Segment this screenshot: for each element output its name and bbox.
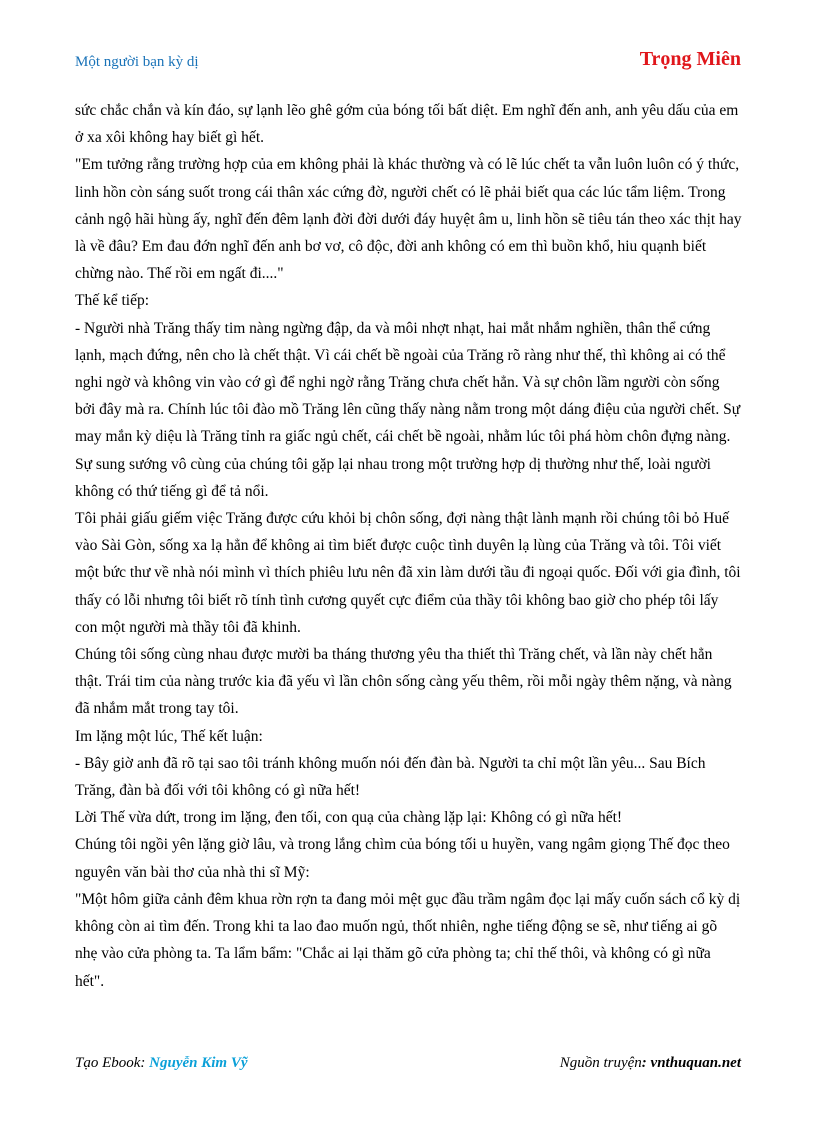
paragraph: sức chắc chắn và kín đáo, sự lạnh lẽo ghê gớm của bóng tối bất diệt. Em nghĩ đến anh, anh yêu dấu của em ở xa xôi không hay biết gì hết. — [75, 102, 739, 147]
paragraph: Chúng tôi ngồi yên lặng giờ lâu, và trong lắng chìm của bóng tối u huyền, vang ngâm giọng Thế đọc theo nguyên văn bài thơ của nhà thi sĩ Mỹ: — [75, 836, 730, 881]
paragraph: "Em tưởng rằng trường hợp của em không phải là khác thường và có lẽ lúc chết ta vẫn luôn luôn có ý thức, linh hồn còn sáng suốt trong cái thân xác cứng đờ, người chết có lẽ phải biết qua các lúc tẩm liệm. Trong cảnh ngộ hãi hùng ấy, nghĩ đến đêm lạnh đời đời dưới đáy huyệt âm u, linh hồn sẽ tiêu tán theo xác thịt hay là về đâu? Em đau đớn nghĩ đến anh bơ vơ, cô độc, đời anh không có em thì buồn khổ, hiu quạnh biết chừng nào. Thế rồi em ngất đi...." — [75, 156, 742, 283]
paragraph: Thế kể tiếp: — [75, 292, 150, 310]
paragraph: Tôi phải giấu giếm việc Trăng được cứu khỏi bị chôn sống, đợi nàng thật lành mạnh rồi chúng tôi bỏ Huế vào Sài Gòn, sống xa lạ hẳn để không ai tìm biết được cuộc tình duyên lạ lùng của Trăng và tôi. Tôi viết một bức thư về nhà nói mình vì thích phiêu lưu nên đã xin làm dưới tầu đi ngoại quốc. Đối với gia đình, tôi thấy có lỗi nhưng tôi biết rõ tính tình cương quyết cực điểm của thầy tôi không bao giờ cho phép tôi lấy con một người mà thầy tôi đã khinh. — [75, 510, 741, 636]
page-header — [75, 48, 741, 78]
source-credit — [560, 1055, 741, 1072]
book-title: Một người bạn kỳ dị — [75, 54, 199, 70]
page-body — [75, 97, 743, 995]
paragraph: Sự sung sướng vô cùng của chúng tôi gặp lại nhau trong một trường hợp dị thường như thế, loài người không có thứ tiếng gì để tả nổi. — [75, 455, 711, 500]
paragraph: - Người nhà Trăng thấy tim nàng ngừng đập, da và môi nhợt nhạt, hai mắt nhắm nghiền, thân thể cứng lạnh, mạch đứng, nên cho là chết thật. Vì cái chết bề ngoài của Trăng rõ ràng như thế, thì không ai có thể nghi ngờ và không vin vào cớ gì để nghi ngờ rằng Trăng chưa chết hẳn. Và sự chôn lầm người còn sống bởi đây mà ra. Chính lúc tôi đào mồ Trăng lên cũng thấy nàng nằm trong một dáng điệu của người chết. Sự may mắn kỳ diệu là Trăng tỉnh ra giấc ngủ chết, cái chết bề ngoài, nhằm lúc tôi phá hòm chôn đựng nàng. — [75, 319, 741, 446]
source-separator: : — [641, 1055, 651, 1071]
ebook-credit-separator: : — [140, 1055, 150, 1071]
paragraph: - Bây giờ anh đã rõ tại sao tôi tránh không muốn nói đến đàn bà. Người ta chỉ một lần yêu... Sau Bích Trăng, đàn bà đối với tôi không có gì nữa hết! — [75, 754, 706, 800]
source-label: Nguồn truyện — [559, 1055, 642, 1071]
paragraph: "Một hôm giữa cảnh đêm khua rờn rợn ta đang mỏi mệt gục đầu trầm ngâm đọc lại mấy cuốn sách cổ kỳ dị không còn ai tìm đến. Trong khi ta lao đao muốn ngủ, thốt nhiên, nghe tiếng động se sẽ, như tiếng ai gõ nhẹ vào cửa phòng ta. Ta lẩm bẩm: "Chắc ai lại thăm gõ cửa phòng ta; chỉ thế thôi, và không có gì nữa hết". — [75, 890, 741, 990]
source-site: vnthuquan.net — [650, 1055, 741, 1071]
paragraph: Im lặng một lúc, Thế kết luận: — [75, 727, 263, 745]
page-footer — [75, 1055, 741, 1077]
paragraph: Chúng tôi sống cùng nhau được mười ba tháng thương yêu tha thiết thì Trăng chết, và lần này chết hẳn thật. Trái tim của nàng trước kia đã yếu vì lần chôn sống càng yếu thêm, rồi mỗi ngày thêm nặng, và nàng đã nhắm mắt trong tay tôi. — [75, 646, 732, 718]
author-name: Trọng Miên — [639, 48, 741, 70]
ebook-creator-name: Nguyễn Kim Vỹ — [149, 1055, 248, 1071]
ebook-credit-label: Tạo Ebook — [75, 1055, 141, 1071]
ebook-credit — [75, 1055, 248, 1072]
paragraph: Lời Thế vừa dứt, trong im lặng, đen tối, con quạ của chàng lặp lại: Không có gì nữa hết! — [75, 809, 623, 827]
